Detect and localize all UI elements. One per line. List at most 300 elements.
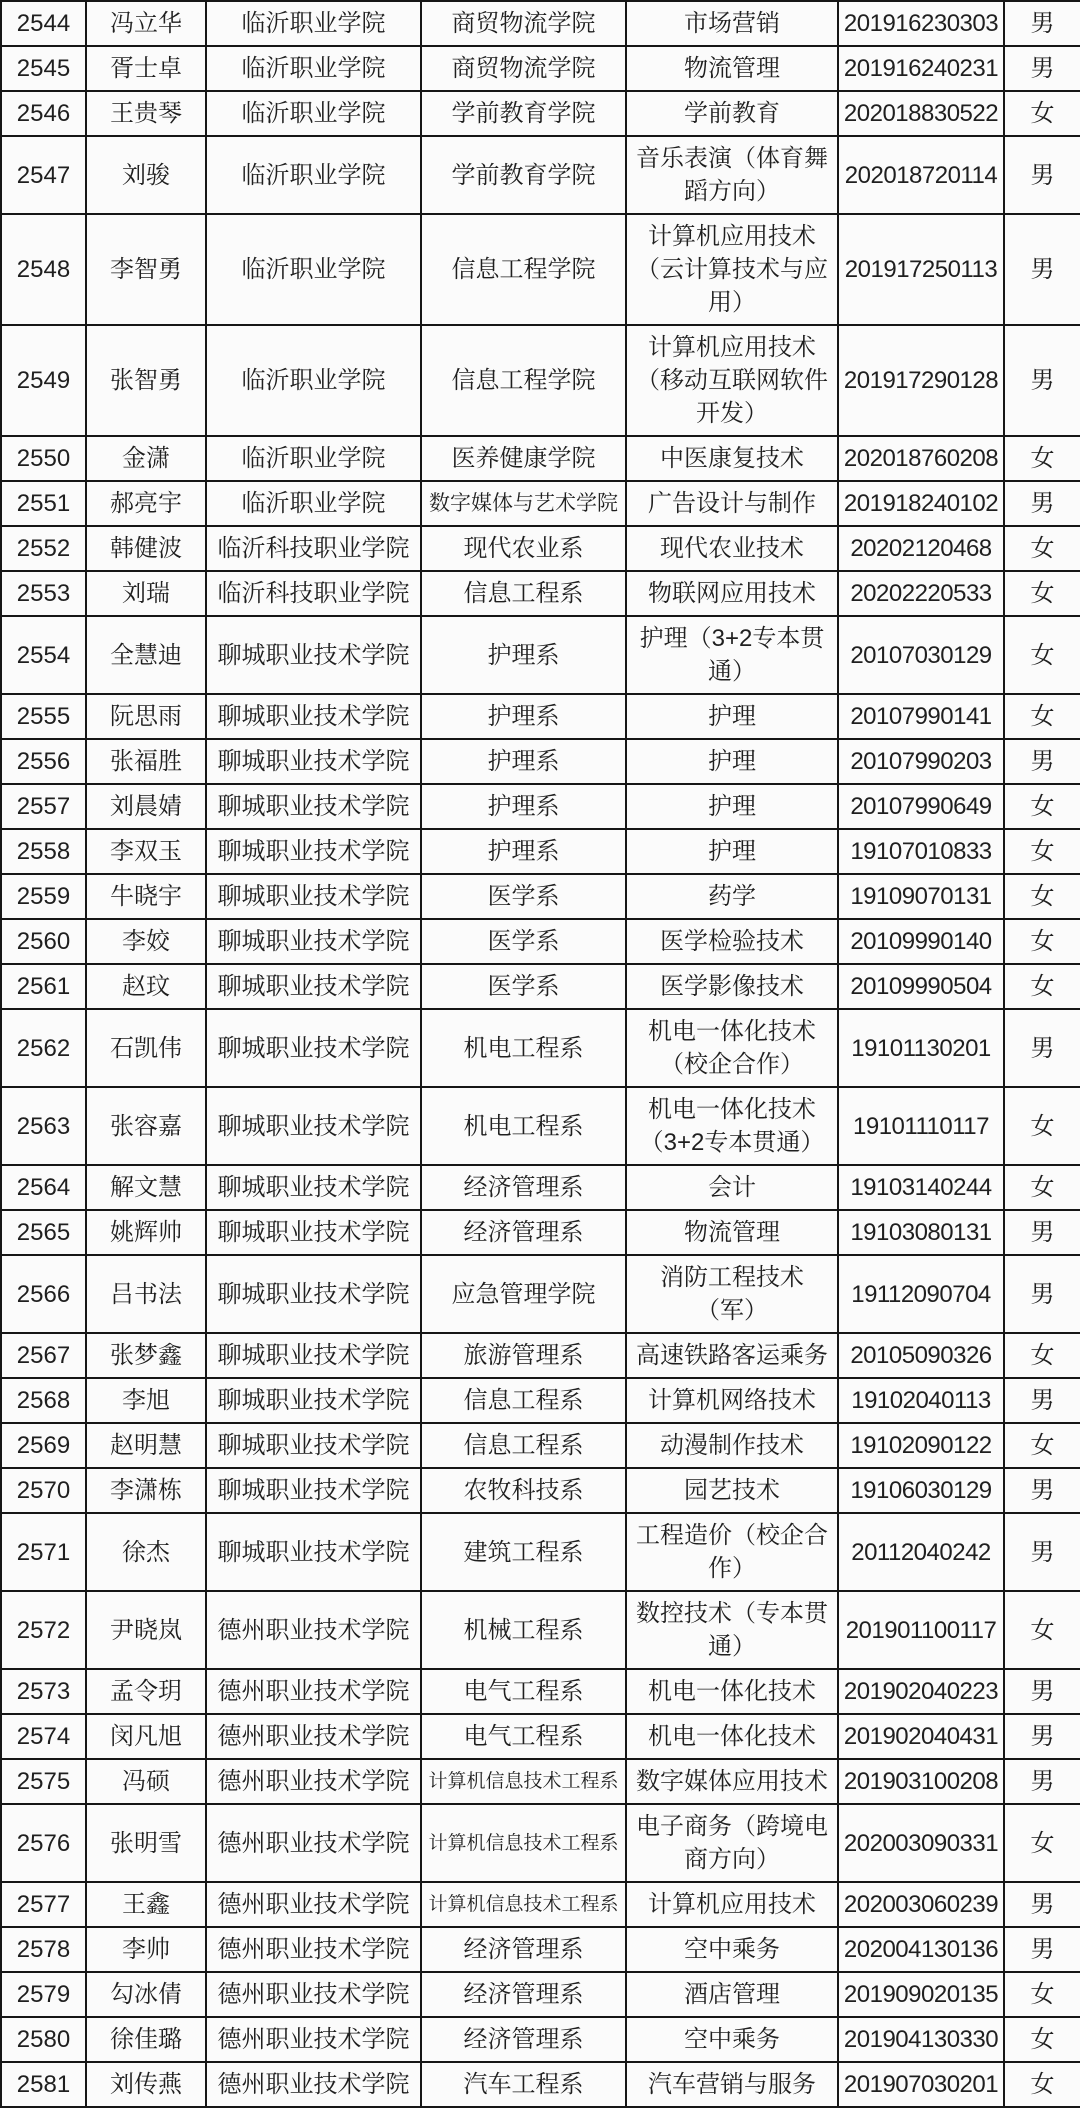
cell-name: 石凯伟 xyxy=(86,1009,206,1087)
cell-serial: 2548 xyxy=(1,214,86,325)
cell-student-id: 201901100117 xyxy=(838,1591,1004,1669)
cell-department: 经济管理系 xyxy=(421,1210,626,1255)
cell-name: 刘晨婧 xyxy=(86,784,206,829)
cell-school: 德州职业技术学院 xyxy=(206,2062,421,2107)
cell-student-id: 201916240231 xyxy=(838,46,1004,91)
table-row xyxy=(1,1669,1080,1714)
cell-department: 医学系 xyxy=(421,874,626,919)
cell-major: 音乐表演（体育舞蹈方向） xyxy=(626,136,838,214)
table-row xyxy=(1,616,1080,694)
cell-major: 空中乘务 xyxy=(626,1927,838,1972)
cell-name: 李智勇 xyxy=(86,214,206,325)
table-row xyxy=(1,1333,1080,1378)
table-row xyxy=(1,214,1080,325)
table-row xyxy=(1,1759,1080,1804)
cell-serial: 2549 xyxy=(1,325,86,436)
cell-major: 汽车营销与服务 xyxy=(626,2062,838,2107)
table-row xyxy=(1,964,1080,1009)
cell-school: 德州职业技术学院 xyxy=(206,1804,421,1882)
table-row xyxy=(1,1423,1080,1468)
cell-school: 德州职业技术学院 xyxy=(206,1714,421,1759)
cell-school: 德州职业技术学院 xyxy=(206,1927,421,1972)
cell-name: 李姣 xyxy=(86,919,206,964)
cell-serial: 2554 xyxy=(1,616,86,694)
cell-serial: 2575 xyxy=(1,1759,86,1804)
table-row xyxy=(1,919,1080,964)
cell-serial: 2565 xyxy=(1,1210,86,1255)
cell-serial: 2544 xyxy=(1,1,86,46)
cell-student-id: 20109990140 xyxy=(838,919,1004,964)
cell-serial: 2563 xyxy=(1,1087,86,1165)
cell-gender: 女 xyxy=(1004,1087,1080,1165)
cell-gender: 女 xyxy=(1004,1165,1080,1210)
cell-student-id: 20202220533 xyxy=(838,571,1004,616)
cell-serial: 2546 xyxy=(1,91,86,136)
cell-gender: 女 xyxy=(1004,784,1080,829)
table-row xyxy=(1,1468,1080,1513)
cell-school: 临沂职业学院 xyxy=(206,214,421,325)
cell-major: 高速铁路客运乘务 xyxy=(626,1333,838,1378)
cell-student-id: 202003060239 xyxy=(838,1882,1004,1927)
table-row xyxy=(1,1513,1080,1591)
cell-serial: 2577 xyxy=(1,1882,86,1927)
cell-name: 赵玟 xyxy=(86,964,206,1009)
cell-gender: 女 xyxy=(1004,694,1080,739)
table-row xyxy=(1,784,1080,829)
table-row xyxy=(1,874,1080,919)
table-row xyxy=(1,46,1080,91)
table-row xyxy=(1,436,1080,481)
cell-department: 信息工程系 xyxy=(421,1378,626,1423)
cell-gender: 男 xyxy=(1004,1378,1080,1423)
cell-department: 数字媒体与艺术学院 xyxy=(421,481,626,526)
table-row xyxy=(1,91,1080,136)
cell-serial: 2547 xyxy=(1,136,86,214)
cell-gender: 女 xyxy=(1004,91,1080,136)
cell-major: 机电一体化技术（3+2专本贯通） xyxy=(626,1087,838,1165)
cell-student-id: 201903100208 xyxy=(838,1759,1004,1804)
cell-name: 孟令玥 xyxy=(86,1669,206,1714)
table-row xyxy=(1,694,1080,739)
cell-major: 会计 xyxy=(626,1165,838,1210)
cell-name: 李旭 xyxy=(86,1378,206,1423)
cell-gender: 男 xyxy=(1004,1,1080,46)
cell-major: 学前教育 xyxy=(626,91,838,136)
cell-major: 计算机应用技术 xyxy=(626,1882,838,1927)
cell-student-id: 201918240102 xyxy=(838,481,1004,526)
cell-department: 医学系 xyxy=(421,919,626,964)
cell-serial: 2578 xyxy=(1,1927,86,1972)
cell-gender: 女 xyxy=(1004,964,1080,1009)
cell-major: 中医康复技术 xyxy=(626,436,838,481)
cell-name: 姚辉帅 xyxy=(86,1210,206,1255)
cell-gender: 女 xyxy=(1004,1423,1080,1468)
table-row xyxy=(1,136,1080,214)
cell-student-id: 20109990504 xyxy=(838,964,1004,1009)
cell-name: 勾冰倩 xyxy=(86,1972,206,2017)
cell-department: 建筑工程系 xyxy=(421,1513,626,1591)
cell-major: 消防工程技术（军） xyxy=(626,1255,838,1333)
cell-school: 临沂职业学院 xyxy=(206,481,421,526)
cell-department: 旅游管理系 xyxy=(421,1333,626,1378)
cell-department: 电气工程系 xyxy=(421,1714,626,1759)
cell-name: 闵凡旭 xyxy=(86,1714,206,1759)
cell-serial: 2560 xyxy=(1,919,86,964)
cell-major: 药学 xyxy=(626,874,838,919)
cell-gender: 女 xyxy=(1004,2017,1080,2062)
cell-gender: 女 xyxy=(1004,829,1080,874)
cell-gender: 女 xyxy=(1004,1591,1080,1669)
cell-department: 现代农业系 xyxy=(421,526,626,571)
cell-student-id: 202003090331 xyxy=(838,1804,1004,1882)
cell-serial: 2579 xyxy=(1,1972,86,2017)
cell-student-id: 201902040223 xyxy=(838,1669,1004,1714)
cell-gender: 男 xyxy=(1004,1927,1080,1972)
cell-department: 学前教育学院 xyxy=(421,136,626,214)
cell-school: 聊城职业技术学院 xyxy=(206,1423,421,1468)
cell-school: 聊城职业技术学院 xyxy=(206,1513,421,1591)
cell-gender: 男 xyxy=(1004,1714,1080,1759)
cell-school: 德州职业技术学院 xyxy=(206,1882,421,1927)
cell-student-id: 201904130330 xyxy=(838,2017,1004,2062)
cell-school: 聊城职业技术学院 xyxy=(206,829,421,874)
cell-school: 德州职业技术学院 xyxy=(206,1972,421,2017)
cell-department: 农牧科技系 xyxy=(421,1468,626,1513)
cell-school: 聊城职业技术学院 xyxy=(206,874,421,919)
cell-department: 计算机信息技术工程系 xyxy=(421,1804,626,1882)
cell-student-id: 202004130136 xyxy=(838,1927,1004,1972)
cell-school: 临沂职业学院 xyxy=(206,1,421,46)
table-row xyxy=(1,325,1080,436)
cell-name: 赵明慧 xyxy=(86,1423,206,1468)
cell-name: 李帅 xyxy=(86,1927,206,1972)
cell-gender: 男 xyxy=(1004,325,1080,436)
cell-major: 护理 xyxy=(626,739,838,784)
table-row xyxy=(1,1,1080,46)
table-row xyxy=(1,1087,1080,1165)
cell-department: 护理系 xyxy=(421,739,626,784)
cell-major: 物联网应用技术 xyxy=(626,571,838,616)
cell-student-id: 201917290128 xyxy=(838,325,1004,436)
cell-gender: 女 xyxy=(1004,1972,1080,2017)
cell-name: 冯立华 xyxy=(86,1,206,46)
cell-student-id: 202018720114 xyxy=(838,136,1004,214)
cell-gender: 男 xyxy=(1004,1468,1080,1513)
cell-school: 临沂科技职业学院 xyxy=(206,526,421,571)
cell-department: 经济管理系 xyxy=(421,1927,626,1972)
cell-major: 护理 xyxy=(626,784,838,829)
cell-school: 聊城职业技术学院 xyxy=(206,784,421,829)
table-row xyxy=(1,526,1080,571)
table-row xyxy=(1,1591,1080,1669)
table-row xyxy=(1,1882,1080,1927)
cell-department: 商贸物流学院 xyxy=(421,46,626,91)
cell-student-id: 201916230303 xyxy=(838,1,1004,46)
cell-department: 信息工程学院 xyxy=(421,214,626,325)
cell-name: 李潇栋 xyxy=(86,1468,206,1513)
cell-major: 广告设计与制作 xyxy=(626,481,838,526)
cell-gender: 男 xyxy=(1004,136,1080,214)
cell-serial: 2573 xyxy=(1,1669,86,1714)
cell-serial: 2572 xyxy=(1,1591,86,1669)
cell-gender: 男 xyxy=(1004,1759,1080,1804)
table-row xyxy=(1,1255,1080,1333)
cell-school: 临沂职业学院 xyxy=(206,325,421,436)
cell-major: 现代农业技术 xyxy=(626,526,838,571)
cell-serial: 2562 xyxy=(1,1009,86,1087)
cell-school: 德州职业技术学院 xyxy=(206,1669,421,1714)
cell-major: 物流管理 xyxy=(626,1210,838,1255)
cell-department: 信息工程系 xyxy=(421,571,626,616)
cell-serial: 2551 xyxy=(1,481,86,526)
cell-school: 聊城职业技术学院 xyxy=(206,1468,421,1513)
cell-school: 聊城职业技术学院 xyxy=(206,616,421,694)
cell-major: 园艺技术 xyxy=(626,1468,838,1513)
cell-department: 应急管理学院 xyxy=(421,1255,626,1333)
cell-student-id: 19103140244 xyxy=(838,1165,1004,1210)
cell-student-id: 202018830522 xyxy=(838,91,1004,136)
cell-department: 商贸物流学院 xyxy=(421,1,626,46)
cell-student-id: 19106030129 xyxy=(838,1468,1004,1513)
cell-department: 计算机信息技术工程系 xyxy=(421,1882,626,1927)
cell-school: 聊城职业技术学院 xyxy=(206,1087,421,1165)
cell-serial: 2566 xyxy=(1,1255,86,1333)
cell-major: 电子商务（跨境电商方向） xyxy=(626,1804,838,1882)
cell-name: 韩健波 xyxy=(86,526,206,571)
cell-student-id: 19101130201 xyxy=(838,1009,1004,1087)
cell-student-id: 19101110117 xyxy=(838,1087,1004,1165)
cell-name: 李双玉 xyxy=(86,829,206,874)
cell-school: 聊城职业技术学院 xyxy=(206,964,421,1009)
table-row xyxy=(1,1165,1080,1210)
cell-school: 聊城职业技术学院 xyxy=(206,739,421,784)
cell-department: 经济管理系 xyxy=(421,1165,626,1210)
cell-serial: 2557 xyxy=(1,784,86,829)
cell-student-id: 201909020135 xyxy=(838,1972,1004,2017)
cell-serial: 2576 xyxy=(1,1804,86,1882)
cell-major: 计算机网络技术 xyxy=(626,1378,838,1423)
cell-student-id: 19102040113 xyxy=(838,1378,1004,1423)
cell-major: 医学影像技术 xyxy=(626,964,838,1009)
cell-serial: 2558 xyxy=(1,829,86,874)
cell-name: 张明雪 xyxy=(86,1804,206,1882)
cell-major: 市场营销 xyxy=(626,1,838,46)
cell-gender: 女 xyxy=(1004,2062,1080,2107)
cell-name: 王鑫 xyxy=(86,1882,206,1927)
cell-school: 德州职业技术学院 xyxy=(206,1759,421,1804)
cell-gender: 男 xyxy=(1004,1009,1080,1087)
cell-name: 解文慧 xyxy=(86,1165,206,1210)
cell-serial: 2581 xyxy=(1,2062,86,2107)
cell-name: 胥士卓 xyxy=(86,46,206,91)
table-row xyxy=(1,1210,1080,1255)
cell-serial: 2580 xyxy=(1,2017,86,2062)
cell-department: 电气工程系 xyxy=(421,1669,626,1714)
cell-major: 计算机应用技术（云计算技术与应用） xyxy=(626,214,838,325)
cell-gender: 女 xyxy=(1004,616,1080,694)
cell-gender: 女 xyxy=(1004,526,1080,571)
cell-name: 张智勇 xyxy=(86,325,206,436)
cell-serial: 2569 xyxy=(1,1423,86,1468)
cell-serial: 2556 xyxy=(1,739,86,784)
cell-school: 聊城职业技术学院 xyxy=(206,1009,421,1087)
cell-school: 德州职业技术学院 xyxy=(206,1591,421,1669)
table-row xyxy=(1,739,1080,784)
cell-major: 机电一体化技术 xyxy=(626,1669,838,1714)
cell-gender: 女 xyxy=(1004,1804,1080,1882)
cell-department: 机电工程系 xyxy=(421,1087,626,1165)
cell-name: 张容嘉 xyxy=(86,1087,206,1165)
table-row xyxy=(1,1009,1080,1087)
table-row xyxy=(1,1927,1080,1972)
cell-department: 信息工程学院 xyxy=(421,325,626,436)
cell-gender: 男 xyxy=(1004,46,1080,91)
cell-serial: 2555 xyxy=(1,694,86,739)
cell-student-id: 20105090326 xyxy=(838,1333,1004,1378)
cell-name: 刘传燕 xyxy=(86,2062,206,2107)
cell-department: 护理系 xyxy=(421,784,626,829)
cell-name: 冯硕 xyxy=(86,1759,206,1804)
cell-department: 护理系 xyxy=(421,616,626,694)
cell-major: 动漫制作技术 xyxy=(626,1423,838,1468)
cell-gender: 男 xyxy=(1004,214,1080,325)
cell-student-id: 20107990141 xyxy=(838,694,1004,739)
cell-gender: 女 xyxy=(1004,1333,1080,1378)
cell-major: 数控技术（专本贯通） xyxy=(626,1591,838,1669)
cell-serial: 2553 xyxy=(1,571,86,616)
cell-gender: 女 xyxy=(1004,874,1080,919)
cell-student-id: 202018760208 xyxy=(838,436,1004,481)
cell-major: 工程造价（校企合作） xyxy=(626,1513,838,1591)
cell-gender: 女 xyxy=(1004,571,1080,616)
cell-school: 临沂职业学院 xyxy=(206,436,421,481)
cell-school: 聊城职业技术学院 xyxy=(206,694,421,739)
cell-major: 物流管理 xyxy=(626,46,838,91)
table-row xyxy=(1,2062,1080,2107)
cell-department: 机电工程系 xyxy=(421,1009,626,1087)
cell-student-id: 19103080131 xyxy=(838,1210,1004,1255)
table-row xyxy=(1,481,1080,526)
cell-student-id: 20107030129 xyxy=(838,616,1004,694)
cell-major: 护理 xyxy=(626,829,838,874)
cell-school: 临沂职业学院 xyxy=(206,136,421,214)
cell-student-id: 20107990203 xyxy=(838,739,1004,784)
cell-school: 德州职业技术学院 xyxy=(206,2017,421,2062)
cell-department: 经济管理系 xyxy=(421,2017,626,2062)
cell-serial: 2567 xyxy=(1,1333,86,1378)
cell-student-id: 201907030201 xyxy=(838,2062,1004,2107)
cell-department: 机械工程系 xyxy=(421,1591,626,1669)
table-row xyxy=(1,1804,1080,1882)
cell-serial: 2561 xyxy=(1,964,86,1009)
cell-name: 全慧迪 xyxy=(86,616,206,694)
cell-school: 临沂职业学院 xyxy=(206,46,421,91)
cell-school: 临沂职业学院 xyxy=(206,91,421,136)
cell-serial: 2559 xyxy=(1,874,86,919)
cell-name: 尹晓岚 xyxy=(86,1591,206,1669)
cell-student-id: 20112040242 xyxy=(838,1513,1004,1591)
cell-gender: 男 xyxy=(1004,739,1080,784)
table-row xyxy=(1,1378,1080,1423)
cell-department: 计算机信息技术工程系 xyxy=(421,1759,626,1804)
cell-school: 聊城职业技术学院 xyxy=(206,1333,421,1378)
cell-student-id: 201917250113 xyxy=(838,214,1004,325)
cell-name: 牛晓宇 xyxy=(86,874,206,919)
cell-name: 金潇 xyxy=(86,436,206,481)
cell-major: 数字媒体应用技术 xyxy=(626,1759,838,1804)
cell-serial: 2552 xyxy=(1,526,86,571)
table-row xyxy=(1,2017,1080,2062)
cell-name: 吕书法 xyxy=(86,1255,206,1333)
cell-school: 聊城职业技术学院 xyxy=(206,1378,421,1423)
cell-serial: 2571 xyxy=(1,1513,86,1591)
cell-major: 空中乘务 xyxy=(626,2017,838,2062)
cell-major: 护理 xyxy=(626,694,838,739)
cell-name: 郝亮宇 xyxy=(86,481,206,526)
cell-serial: 2568 xyxy=(1,1378,86,1423)
cell-school: 聊城职业技术学院 xyxy=(206,1165,421,1210)
student-table-body xyxy=(1,1,1080,2107)
cell-school: 聊城职业技术学院 xyxy=(206,919,421,964)
cell-department: 医养健康学院 xyxy=(421,436,626,481)
cell-student-id: 20202120468 xyxy=(838,526,1004,571)
cell-department: 医学系 xyxy=(421,964,626,1009)
cell-major: 护理（3+2专本贯通） xyxy=(626,616,838,694)
cell-department: 信息工程系 xyxy=(421,1423,626,1468)
cell-gender: 男 xyxy=(1004,1255,1080,1333)
cell-name: 徐佳璐 xyxy=(86,2017,206,2062)
cell-serial: 2574 xyxy=(1,1714,86,1759)
table-row xyxy=(1,829,1080,874)
cell-name: 刘瑞 xyxy=(86,571,206,616)
cell-student-id: 20107990649 xyxy=(838,784,1004,829)
cell-name: 张福胜 xyxy=(86,739,206,784)
cell-gender: 男 xyxy=(1004,481,1080,526)
cell-major: 计算机应用技术（移动互联网软件开发） xyxy=(626,325,838,436)
cell-major: 酒店管理 xyxy=(626,1972,838,2017)
cell-department: 护理系 xyxy=(421,829,626,874)
cell-school: 聊城职业技术学院 xyxy=(206,1210,421,1255)
cell-name: 徐杰 xyxy=(86,1513,206,1591)
cell-student-id: 19112090704 xyxy=(838,1255,1004,1333)
cell-name: 刘骏 xyxy=(86,136,206,214)
cell-major: 机电一体化技术（校企合作） xyxy=(626,1009,838,1087)
cell-student-id: 19107010833 xyxy=(838,829,1004,874)
cell-major: 医学检验技术 xyxy=(626,919,838,964)
cell-department: 学前教育学院 xyxy=(421,91,626,136)
cell-school: 临沂科技职业学院 xyxy=(206,571,421,616)
cell-major: 机电一体化技术 xyxy=(626,1714,838,1759)
cell-department: 经济管理系 xyxy=(421,1972,626,2017)
cell-student-id: 201902040431 xyxy=(838,1714,1004,1759)
cell-gender: 男 xyxy=(1004,1210,1080,1255)
table-row xyxy=(1,1714,1080,1759)
cell-student-id: 19102090122 xyxy=(838,1423,1004,1468)
cell-department: 护理系 xyxy=(421,694,626,739)
cell-school: 聊城职业技术学院 xyxy=(206,1255,421,1333)
cell-gender: 男 xyxy=(1004,1513,1080,1591)
cell-name: 张梦鑫 xyxy=(86,1333,206,1378)
cell-serial: 2564 xyxy=(1,1165,86,1210)
cell-name: 阮思雨 xyxy=(86,694,206,739)
table-row xyxy=(1,571,1080,616)
cell-gender: 女 xyxy=(1004,436,1080,481)
cell-gender: 女 xyxy=(1004,919,1080,964)
table-row xyxy=(1,1972,1080,2017)
cell-gender: 男 xyxy=(1004,1882,1080,1927)
cell-serial: 2570 xyxy=(1,1468,86,1513)
cell-name: 王贵琴 xyxy=(86,91,206,136)
